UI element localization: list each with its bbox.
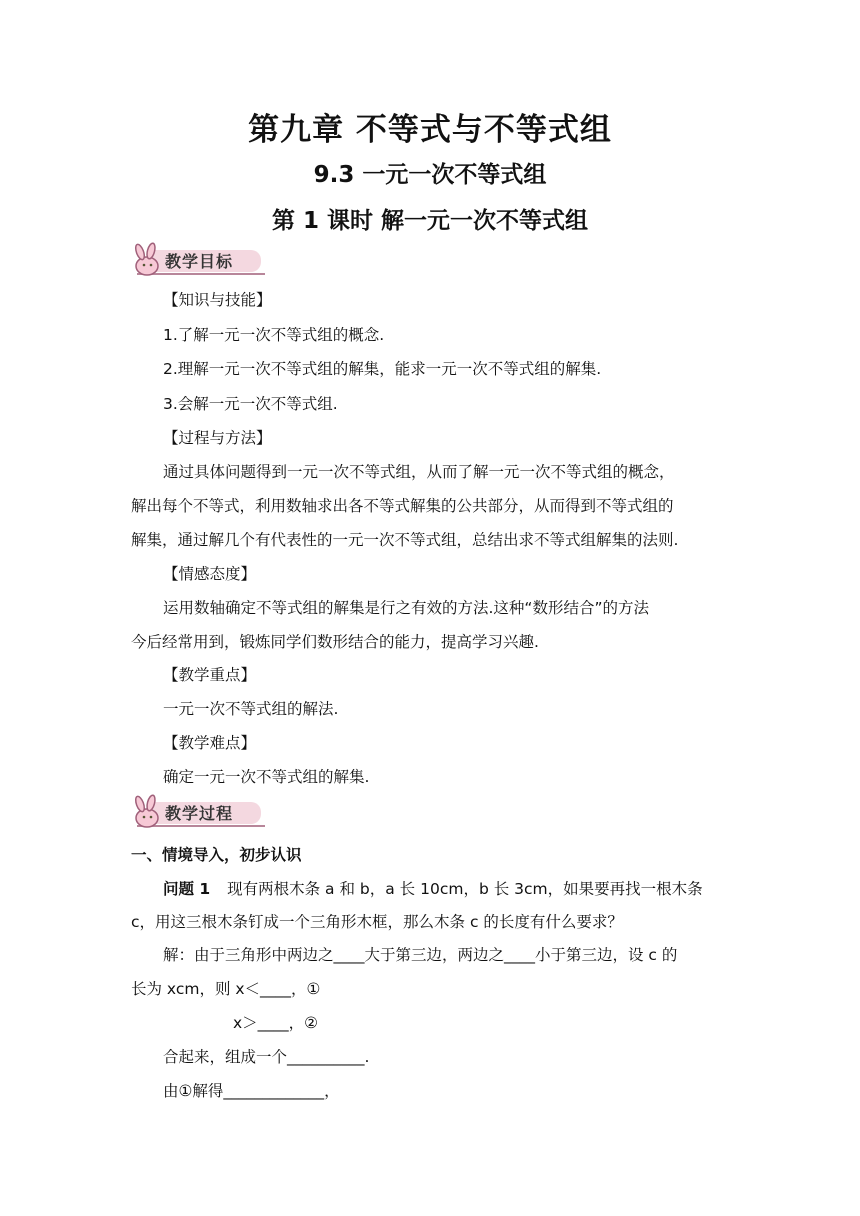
difficulty-heading: 【教学难点】 [163,734,257,752]
emotion-line-1: 运用数轴确定不等式组的解集是行之有效的方法.这种“数形结合”的方法 [163,599,649,617]
solution-line-5: 由①解得_____________， [163,1082,340,1100]
solution-line-2: 长为 xcm，则 x＜____，① [131,980,321,998]
process-method-line-3: 解集，通过解几个有代表性的一元一次不等式组，总结出求不等式组解集的法则. [131,531,679,549]
objectives-banner [127,242,265,280]
section-title: 9.3 一元一次不等式组 [313,162,547,188]
question-1-text: 现有两根木条 a 和 b，a 长 10cm，b 长 3cm，如果要再找一根木条 [227,880,703,898]
question-1-line-2: c，用这三根木条钉成一个三角形木框，那么木条 c 的长度有什么要求？ [131,913,623,931]
difficulty-text: 确定一元一次不等式组的解集. [163,768,370,786]
chapter-title: 第九章 不等式与不等式组 [248,112,612,148]
question-1-line-1 [163,879,703,899]
section-1-heading: 一、情境导入，初步认识 [131,846,302,864]
process-method-line-1: 通过具体问题得到一元一次不等式组，从而了解一元一次不等式组的概念， [163,463,675,481]
solution-line-3: x＞____，② [233,1014,319,1032]
solution-line-4: 合起来，组成一个__________. [163,1048,370,1066]
knowledge-item-3: 3.会解一元一次不等式组. [163,395,338,413]
knowledge-item-1: 1.了解一元一次不等式组的概念. [163,326,385,344]
process-method-heading: 【过程与方法】 [163,429,272,447]
knowledge-item-2: 2.理解一元一次不等式组的解集，能求一元一次不等式组的解集. [163,360,602,378]
emotion-heading: 【情感态度】 [163,565,257,583]
solution-line-1: 解：由于三角形中两边之____大于第三边，两边之____小于第三边，设 c 的 [163,946,678,964]
key-point-heading: 【教学重点】 [163,666,257,684]
rabbit-icon [127,242,167,280]
rabbit-icon [127,794,167,832]
lesson-title: 第 1 课时 解一元一次不等式组 [271,208,589,234]
process-method-line-2: 解出每个不等式，利用数轴求出各不等式解集的公共部分，从而得到不等式组的 [131,497,674,515]
objectives-banner-label: 教学目标 [165,252,234,271]
key-point-text: 一元一次不等式组的解法. [163,700,339,718]
knowledge-heading: 【知识与技能】 [163,291,272,309]
question-1-label: 问题 1 [163,880,211,898]
emotion-line-2: 今后经常用到，锻炼同学们数形结合的能力，提高学习兴趣. [131,633,539,651]
process-banner [127,794,265,832]
process-banner-label: 教学过程 [165,804,234,823]
